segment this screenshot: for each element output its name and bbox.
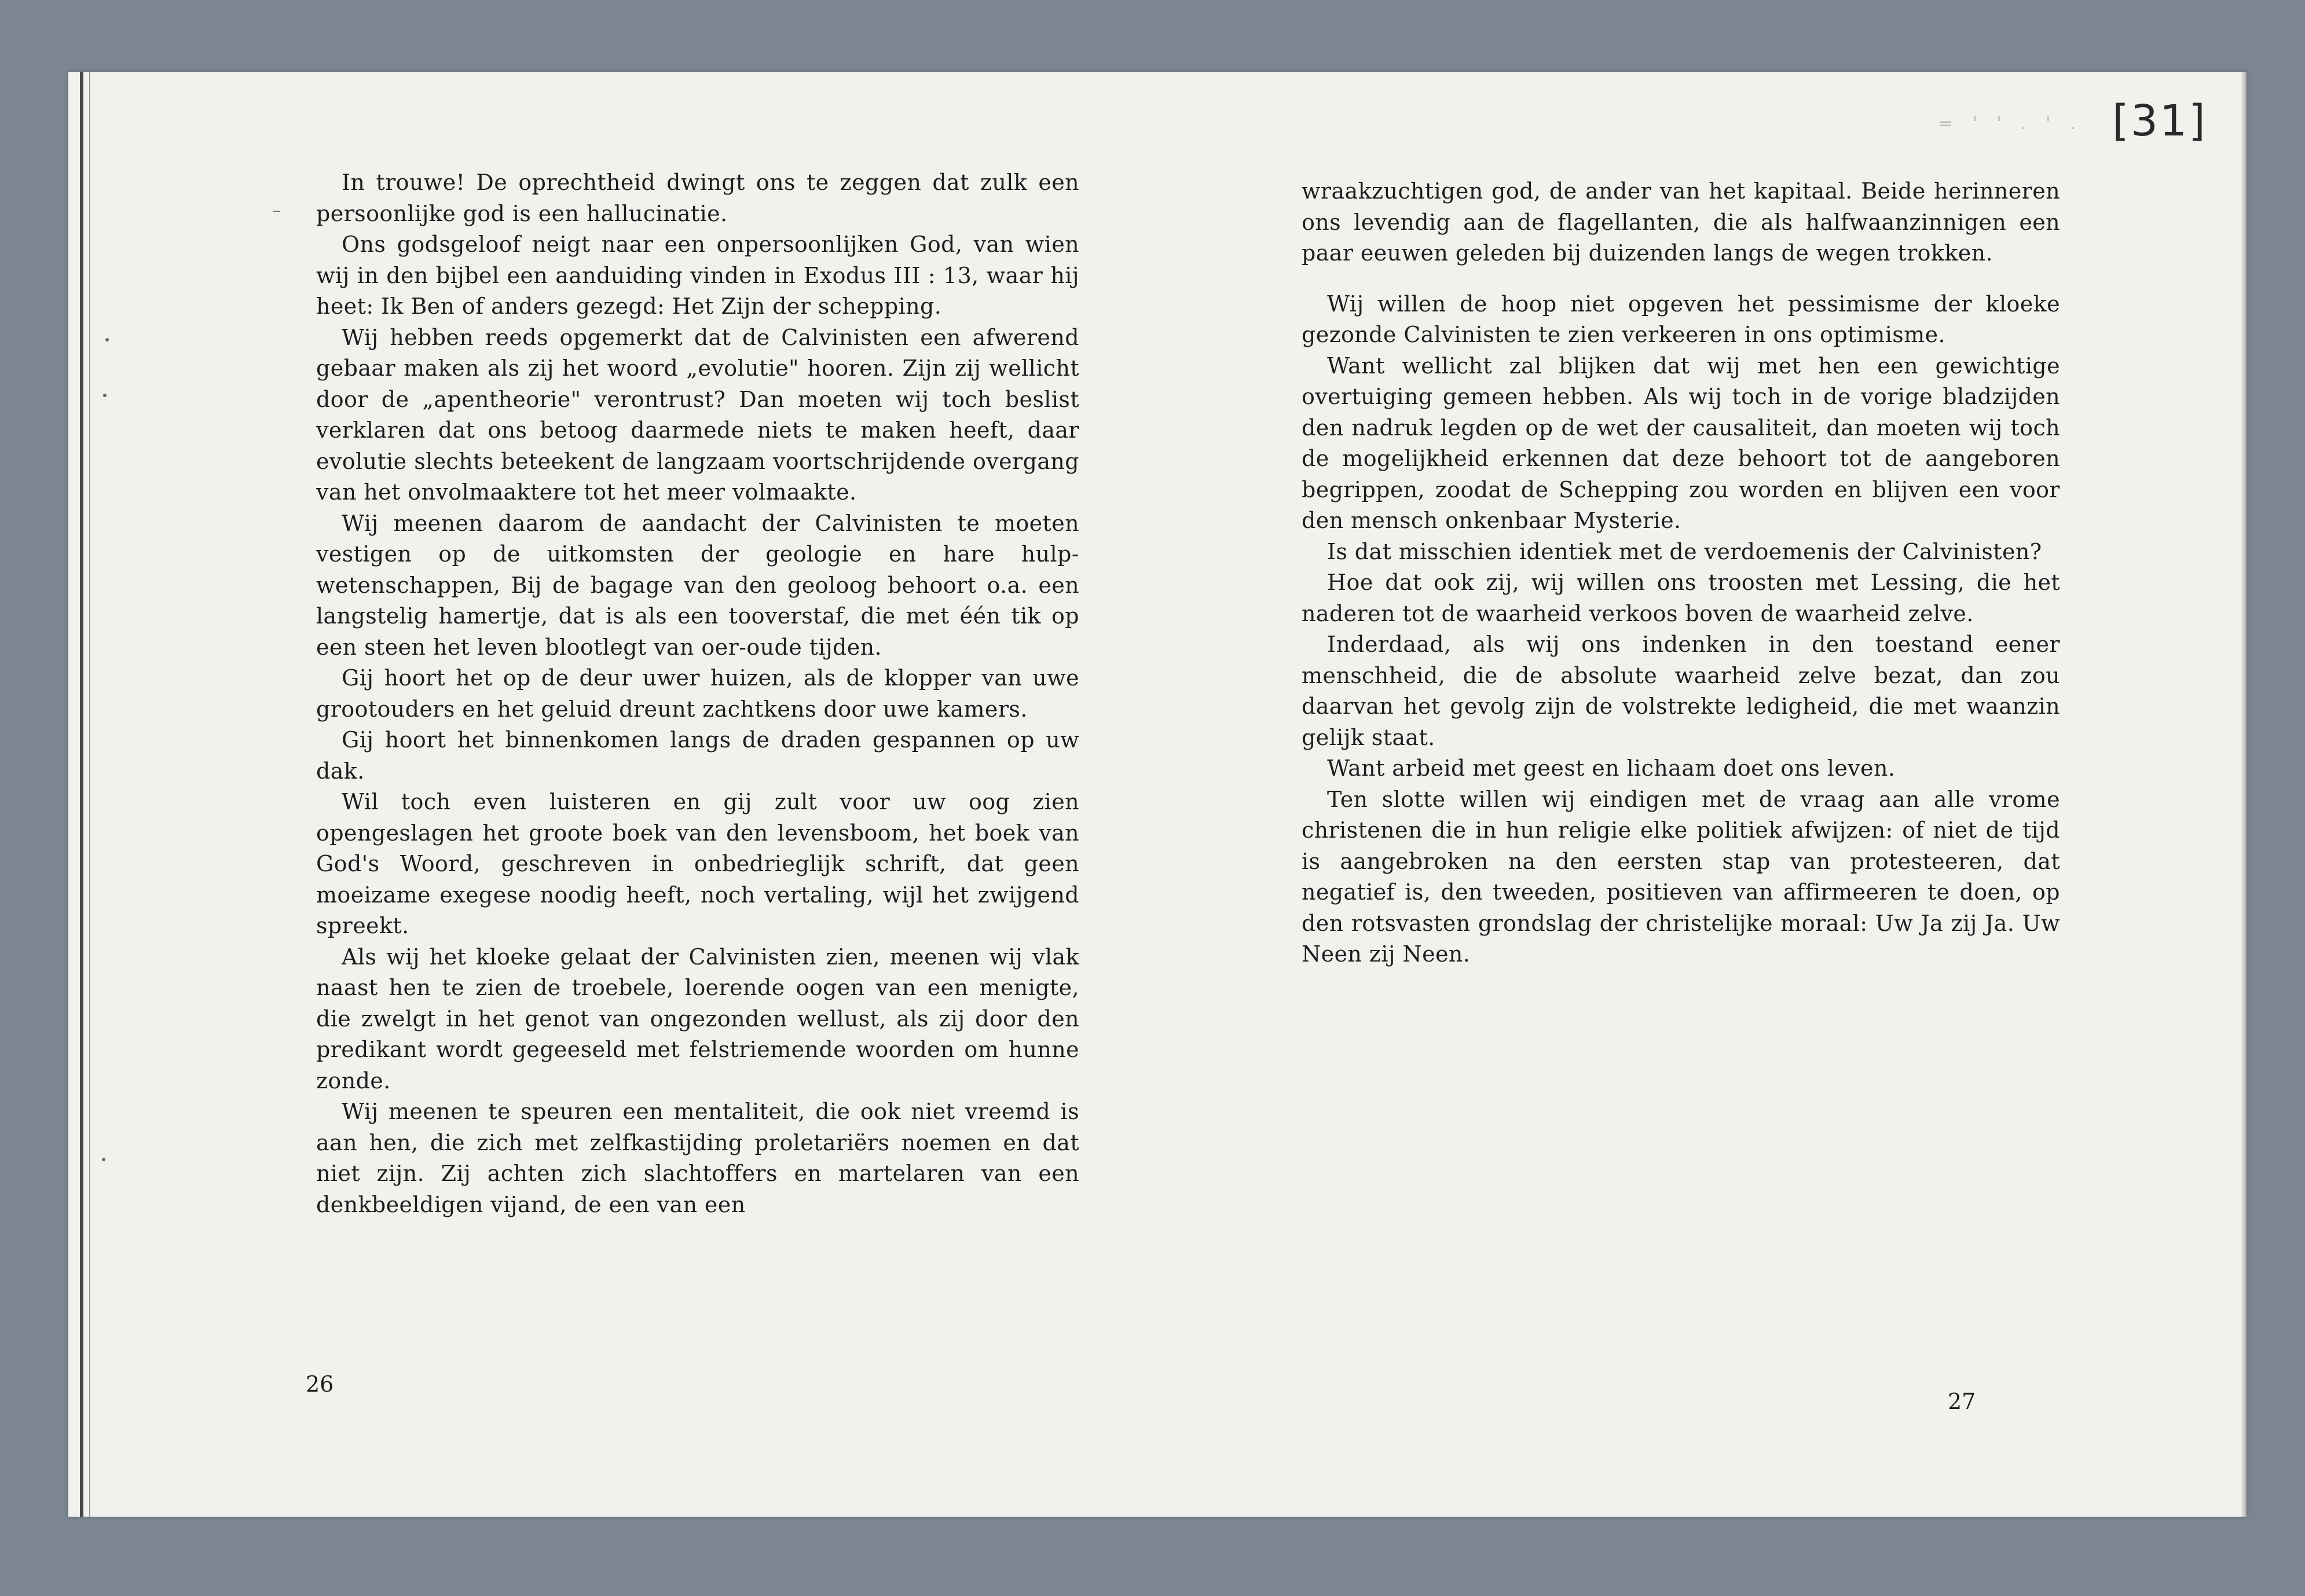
paragraph: wraakzuchtigen god, de ander van het kapitaal. Beide herinneren ons levendig aan de flagellanten, die als halfwaanzinnigen een paar eeuwen geleden bij duizenden langs de wegen trokken.	[1302, 178, 2060, 266]
paragraph: Inderdaad, als wij ons indenken in den toestand eener menschheid, die de absolute waarheid zelve bezat, dan zou daarvan het gevolg zijn de volstrekte ledigheid, die met waanzin gelijk staat.	[1302, 632, 2060, 750]
paragraph: Gij hoort het binnenkomen langs de draden gespannen op uw dak.	[316, 727, 1079, 784]
paragraph: Wil toch even luisteren en gij zult voor uw oog zien opengeslagen het groote boek van den levensboom, het boek van God's Woord, geschreven in onbedrieglijk schrift, dat geen moeizame exegese noodig heeft, noch vertaling, wijl het zwijgend spreekt.	[316, 789, 1079, 938]
right-page-text	[1302, 176, 2060, 970]
paragraph: Is dat misschien identiek met de verdoemenis der Calvinisten?	[1327, 538, 2042, 564]
dust-speck	[102, 1158, 105, 1161]
sheet-edge-shadow	[2241, 72, 2247, 1517]
margin-dash: –	[272, 200, 281, 221]
paragraph: Ons godsgeloof neigt naar een onpersoonlijken God, van wien wij in den bijbel een aanduiding vinden in Exodus III : 13, waar hij heet: Ik Ben of anders gezegd: Het Zijn der schepping.	[316, 232, 1079, 319]
page-number-left: 26	[306, 1371, 334, 1397]
page-number-right: 27	[1948, 1389, 1976, 1414]
paragraph: Want wellicht zal blijken dat wij met hen een gewichtige overtuiging gemeen hebben. Als wij toch in de vorige bladzijden den nadruk legden op de wet der causaliteit, dan moeten wij toch de mogelijkheid erkennen dat deze behoort tot de aangeboren begrippen, zoodat de Schepping zou worden en blijven een voor den mensch onkenbaar Mysterie.	[1302, 353, 2060, 533]
paragraph: Wij meenen te speuren een mentaliteit, die ook niet vreemd is aan hen, die zich met zelfkastijding proletariërs noemen en dat niet zijn. Zij achten zich slachtoffers en martelaren van een denkbeeldigen vijand, de een van een	[316, 1099, 1079, 1217]
paragraph: Hoe dat ook zij, wij willen ons troosten met Lessing, die het naderen tot de waarheid verkoos boven de waarheid zelve.	[1302, 570, 2060, 626]
dust-speck	[103, 394, 107, 397]
archive-folio-mark: [31]	[2112, 96, 2207, 146]
paragraph: In trouwe! De oprechtheid dwingt ons te zeggen dat zulk een persoonlijke god is een hallucinatie.	[316, 170, 1079, 226]
scanned-sheet	[68, 72, 2247, 1517]
binding-edge	[80, 72, 83, 1517]
binding-edge-line	[89, 72, 90, 1517]
paragraph: Want arbeid met geest en lichaam doet ons leven.	[1327, 755, 1896, 781]
paragraph: Wij meenen daarom de aandacht der Calvinisten te moeten vestigen op de uitkomsten der geologie en hare hulp-wetenschappen, Bij de bagage van den geoloog behoort o.a. een langstelig hamertje, dat is als een tooverstaf, die met één tik op een steen het leven blootlegt van oer-oude tijden.	[316, 510, 1079, 660]
paragraph: Ten slotte willen wij eindigen met de vraag aan alle vrome christenen die in hun religie elke politiek afwijzen: of niet de tijd is aangebroken na den eersten stap van protesteeren, dat negatief is, den tweeden, positieven van affirmeeren te doen, op den rotsvasten grondslag der christelijke moraal: Uw Ja zij Ja. Uw Neen zij Neen.	[1302, 786, 2060, 967]
paragraph: Als wij het kloeke gelaat der Calvinisten zien, meenen wij vlak naast hen te zien de troebele, loerende oogen van een menigte, die zwelgt in het genot van ongezonden wellust, als zij door den predikant wordt gegeeseld met felstriemende woorden om hunne zonde.	[316, 944, 1079, 1094]
paragraph: Wij hebben reeds opgemerkt dat de Calvinisten een afwerend gebaar maken als zij het woord „evolutie" hooren. Zijn zij wellicht door de „apentheorie" verontrust? Dan moeten wij toch beslist verklaren dat ons betoog daarmede niets te maken heeft, daar evolutie slechts beteekent de langzaam voortschrijdende overgang van het onvolmaaktere tot het meer volmaakte.	[316, 324, 1079, 505]
paragraph: Gij hoort het op de deur uwer huizen, als de klopper van uwe grootouders en het geluid dreunt zachtkens door uwe kamers.	[316, 665, 1079, 722]
dust-speck	[105, 338, 109, 342]
left-page-text	[316, 167, 1079, 1220]
paragraph: Wij willen de hoop niet opgeven het pessimisme der kloeke gezonde Calvinisten te zien verkeeren in ons optimisme.	[1302, 291, 2060, 347]
faint-pencil-marks: = ' ' . ' .	[1938, 113, 2083, 134]
